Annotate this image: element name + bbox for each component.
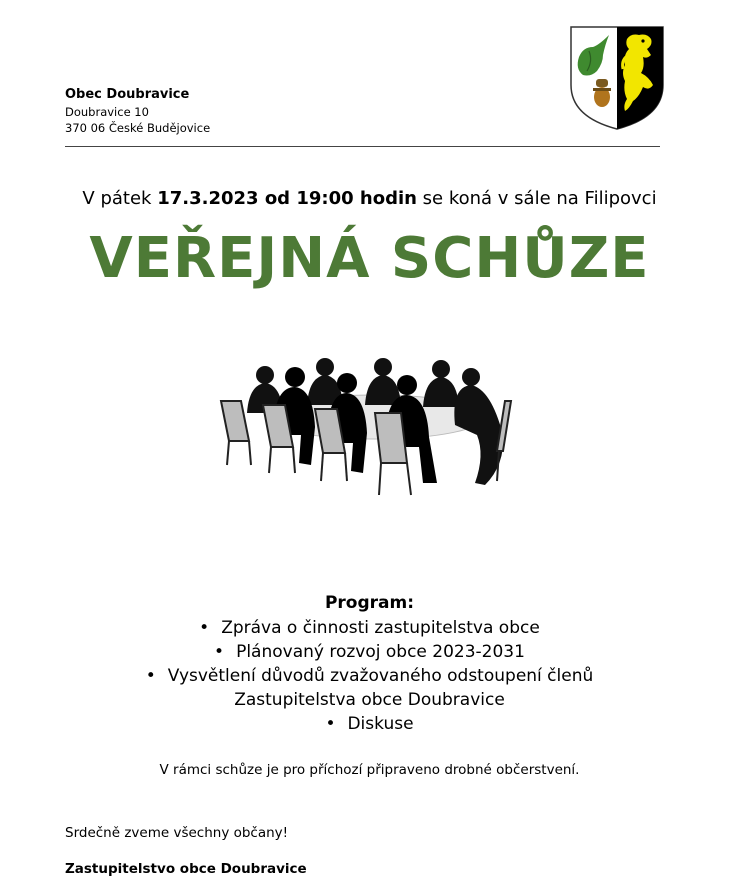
meeting-silhouette-illustration (215, 355, 525, 500)
signature: Zastupitelstvo obce Doubravice (65, 861, 307, 877)
intro-suffix: se koná v sále na Filipovci (416, 188, 657, 209)
intro-prefix: V pátek (82, 188, 158, 209)
program-item: • Diskuse (325, 714, 414, 734)
bullet-icon: • (145, 666, 156, 686)
invitation-text: Srdečně zveme všechny občany! (65, 825, 289, 841)
event-headline: VEŘEJNÁ SCHŮZE (89, 226, 650, 291)
address-line-2: 370 06 České Budějovice (65, 121, 211, 135)
event-date-time: 17.3.2023 od 19:00 hodin (157, 188, 417, 209)
refreshment-note: V rámci schůze je pro příchozí připraveno drobné občerstvení. (159, 762, 580, 778)
program-item-continuation: Zastupitelstva obce Doubravice (234, 690, 505, 710)
program-item: • Plánovaný rozvoj obce 2023-2031 (214, 642, 525, 662)
coat-of-arms-logo (569, 25, 665, 131)
bullet-icon: • (199, 618, 210, 638)
header-divider (65, 146, 660, 147)
program-list (0, 616, 739, 736)
bullet-icon: • (325, 714, 336, 734)
program-title: Program: (324, 593, 415, 613)
event-intro (0, 188, 739, 209)
org-name: Obec Doubravice (65, 87, 190, 102)
bullet-icon: • (214, 642, 225, 662)
address-line-1: Doubravice 10 (65, 105, 149, 119)
program-item: • Vysvětlení důvodů zvažovaného odstoupení členů (145, 666, 594, 686)
program-item: • Zpráva o činnosti zastupitelstva obce (199, 618, 540, 638)
